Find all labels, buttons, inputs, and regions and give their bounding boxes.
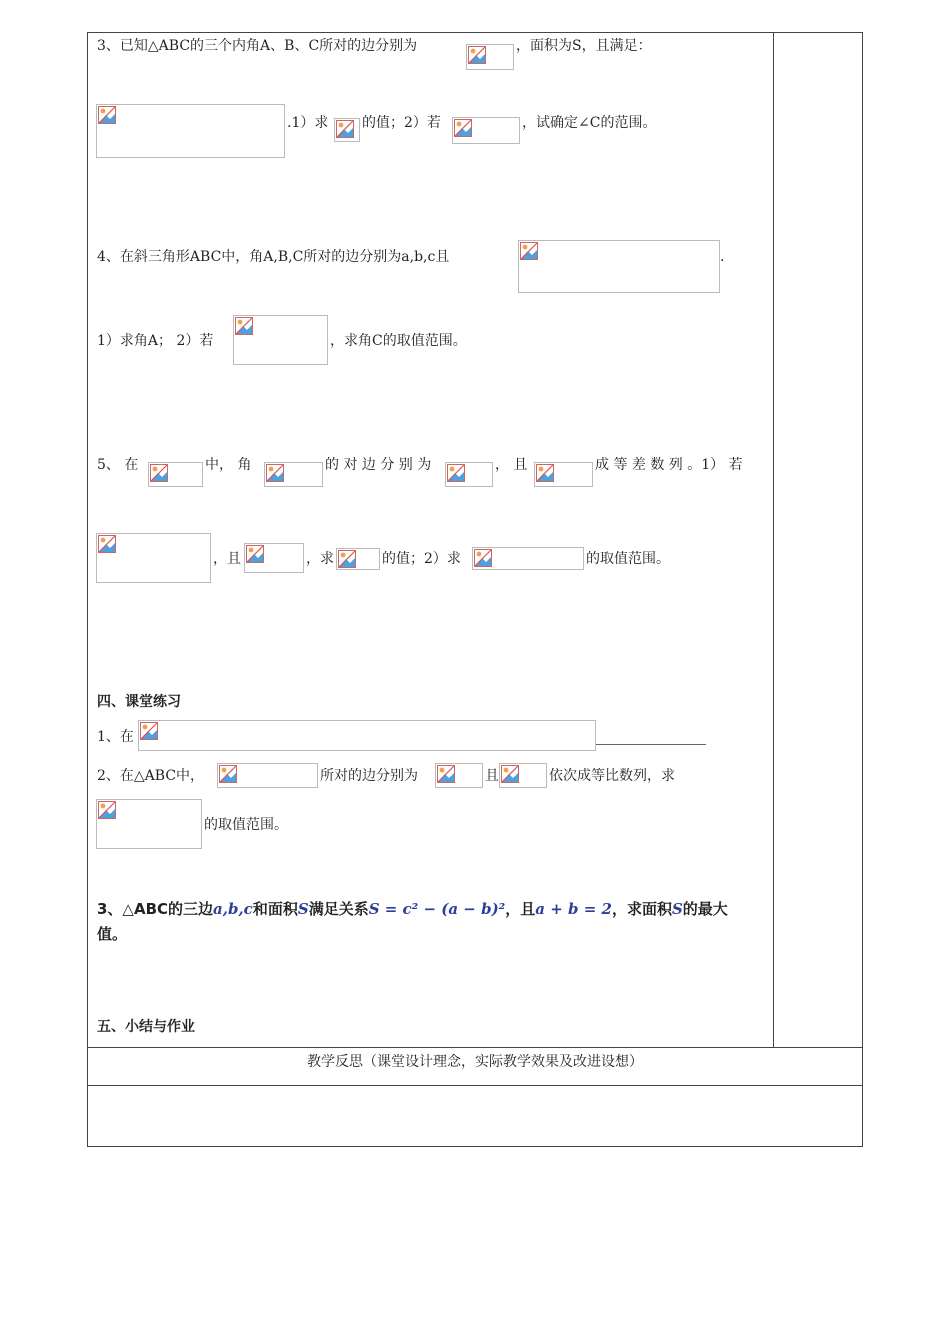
p5-text-9: 的取值范围。 bbox=[586, 551, 670, 567]
formula-image-placeholder bbox=[96, 533, 211, 583]
broken-image-icon bbox=[336, 120, 354, 138]
broken-image-icon bbox=[468, 46, 486, 64]
p4-text-3: 1）求角A； 2）若 bbox=[97, 333, 214, 349]
s4-q2-text-5: 的取值范围。 bbox=[204, 817, 288, 833]
main-table bbox=[87, 32, 863, 1147]
p5-text-5: 成 等 差 数 列 。1） 若 bbox=[595, 457, 743, 473]
reflection-title: 教学反思（课堂设计理念，实际教学效果及改进设想） bbox=[307, 1054, 643, 1070]
s4-q3-text-3: 满足关系 bbox=[308, 900, 369, 918]
s4-q1-text: 1、在 bbox=[97, 729, 134, 745]
formula-image-placeholder bbox=[217, 763, 318, 788]
broken-image-icon bbox=[454, 119, 472, 137]
section5-heading: 五、小结与作业 bbox=[97, 1019, 195, 1035]
p3-text-5: ，试确定∠C的范围。 bbox=[522, 115, 657, 131]
formula-image-placeholder bbox=[264, 462, 323, 487]
formula-image-placeholder bbox=[452, 117, 520, 144]
p5-text-2: 中， 角 bbox=[205, 457, 252, 473]
p4-text-1: 4、在斜三角形ABC中，角A,B,C所对的边分别为a,b,c且 bbox=[97, 249, 450, 265]
formula-image-placeholder bbox=[244, 543, 304, 573]
s4-q3-line2: 值。 bbox=[97, 925, 128, 943]
p5-text-4: ， 且 bbox=[495, 457, 528, 473]
formula-image-placeholder bbox=[435, 763, 483, 788]
p4-text-2: . bbox=[720, 249, 725, 265]
reflection-content-area bbox=[88, 1086, 862, 1146]
section4-heading: 四、课堂练习 bbox=[97, 694, 181, 710]
s4-q3-text-2: 和面积 bbox=[252, 900, 298, 918]
broken-image-icon bbox=[536, 464, 554, 482]
broken-image-icon bbox=[501, 765, 519, 783]
formula-image-placeholder bbox=[233, 315, 328, 365]
p3-text-4: 的值；2）若 bbox=[362, 115, 441, 131]
p5-text-3: 的 对 边 分 别 为 bbox=[325, 457, 432, 473]
broken-image-icon bbox=[140, 722, 158, 740]
s4-q3-formula: S = c² − (a − b)² bbox=[368, 900, 506, 918]
formula-image-placeholder bbox=[499, 763, 547, 788]
p5-text-8: 的值；2）求 bbox=[382, 551, 461, 567]
broken-image-icon bbox=[235, 317, 253, 335]
p5-text-1: 5、 在 bbox=[97, 457, 139, 473]
formula-image-placeholder bbox=[96, 799, 202, 849]
p4-text-4: ，求角C的取值范围。 bbox=[330, 333, 467, 349]
broken-image-icon bbox=[474, 549, 492, 567]
formula-image-placeholder bbox=[148, 462, 203, 487]
formula-image-placeholder bbox=[138, 720, 596, 751]
broken-image-icon bbox=[219, 765, 237, 783]
broken-image-icon bbox=[98, 801, 116, 819]
formula-image-placeholder bbox=[334, 118, 360, 142]
broken-image-icon bbox=[447, 464, 465, 482]
p5-text-6: ，且 bbox=[213, 551, 241, 567]
s4-q3-text-4: ，且 bbox=[505, 900, 536, 918]
s4-q3-text-1: 3、△ABC的三边 bbox=[97, 900, 214, 918]
p3-text-3: .1）求 bbox=[287, 115, 329, 131]
s4-q2-text-3: 且 bbox=[485, 768, 499, 784]
s4-q3-condition: a + b = 2 bbox=[535, 900, 612, 918]
broken-image-icon bbox=[98, 106, 116, 124]
s4-q2-text-1: 2、在△ABC中， bbox=[97, 768, 205, 784]
formula-image-placeholder bbox=[96, 104, 285, 158]
notes-column-divider bbox=[773, 32, 774, 1048]
broken-image-icon bbox=[150, 464, 168, 482]
s4-q2-text-4: 依次成等比数列，求 bbox=[549, 768, 675, 784]
formula-image-placeholder bbox=[336, 548, 380, 570]
broken-image-icon bbox=[266, 464, 284, 482]
broken-image-icon bbox=[338, 550, 356, 568]
broken-image-icon bbox=[437, 765, 455, 783]
s4-q3-area-symbol: S bbox=[297, 900, 309, 918]
s4-q2-text-2: 所对的边分别为 bbox=[320, 768, 418, 784]
answer-blank-line bbox=[596, 744, 706, 745]
s4-q3-text-5: ，求面积 bbox=[611, 900, 672, 918]
s4-q3-line1 bbox=[97, 899, 728, 919]
p3-text-1: 3、已知△ABC的三个内角A、B、C所对的边分别为 bbox=[97, 38, 418, 54]
formula-image-placeholder bbox=[466, 44, 514, 70]
p3-text-2: ，面积为S，且满足： bbox=[516, 38, 652, 54]
p5-text-7: ，求 bbox=[306, 551, 334, 567]
formula-image-placeholder bbox=[534, 462, 593, 487]
formula-image-placeholder bbox=[472, 547, 584, 570]
broken-image-icon bbox=[98, 535, 116, 553]
broken-image-icon bbox=[520, 242, 538, 260]
reflection-top-divider bbox=[87, 1047, 863, 1048]
s4-q3-text-6: 的最大 bbox=[682, 900, 728, 918]
formula-image-placeholder bbox=[445, 462, 493, 487]
formula-image-placeholder bbox=[518, 240, 720, 293]
broken-image-icon bbox=[246, 545, 264, 563]
s4-q3-area-symbol-2: S bbox=[671, 900, 683, 918]
s4-q3-sides: a,b,c bbox=[213, 900, 253, 918]
